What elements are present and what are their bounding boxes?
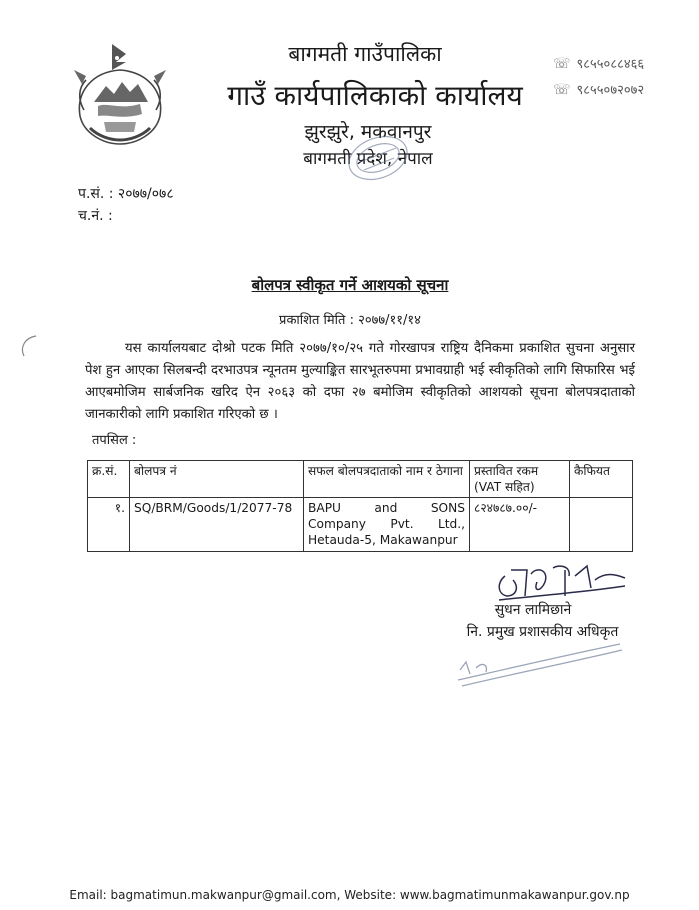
cell-bidder: BAPU and SONS Company Pvt. Ltd., Hetauda-5, Makawanpur [304, 498, 470, 552]
signer-title: नि. प्रमुख प्रशासकीय अधिकृत [466, 624, 619, 640]
phone-number-text: ९८५५०८८४६६ [576, 57, 645, 72]
col-header-remarks: कैफियत [570, 461, 633, 498]
notice-body: यस कार्यालयबाट दोश्रो पटक मिति २०७७/१०/२५ गते गोरखापत्र राष्ट्रिय दैनिकमा प्रकाशित सुचना अनुसार पेश हुन आएका सिलबन्दी दरभाउपत्र न्यूनतम मुल्याङ्कित सारभूतरुपमा प्रभावग्राही भई स्वीकृतिको लागि सिफारिस भई आएबमोजिम सार्बजनिक खरिद ऐन २०६३ को दफा २७ बमोजिम स्वीकृतिको आशयको सूचना बोलपत्रदाताको जानकारीको लागि प्रकाशित गरिएको छ । [85, 341, 635, 422]
publication-date: प्रकाशित मिति : २०७७/११/१४ [279, 313, 421, 328]
table-header-row [88, 461, 633, 498]
notice-title: बोलपत्र स्वीकृत गर्ने आशयको सूचना [251, 276, 449, 294]
phone-number-1 [553, 54, 644, 72]
col-header-serial: क्र.सं. [88, 461, 130, 498]
municipality-name: बागमती गाउँपालिका [288, 42, 442, 66]
letter-number: प.सं. : २०७७/०७८ [78, 186, 174, 202]
details-label: तपसिल : [92, 433, 137, 448]
cell-bid-number: SQ/BRM/Goods/1/2077-78 [130, 498, 304, 552]
phone-icon: ☏ [553, 56, 571, 72]
table-row [88, 498, 633, 552]
designation-seal [452, 640, 627, 690]
col-header-bid-number: बोलपत्र नं [130, 461, 304, 498]
cell-serial: १. [88, 498, 130, 552]
dispatch-number: च.नं. : [78, 208, 113, 224]
footer-contact: Email: bagmatimun.makwanpur@gmail.com, Website: www.bagmatimunmakawanpur.gov.np [69, 888, 630, 902]
punch-hole-mark [18, 334, 40, 360]
signer-name: सुधन लामिछाने [494, 602, 572, 618]
cell-remarks [570, 498, 633, 552]
col-header-bidder: सफल बोलपत्रदाताको नाम र ठेगाना [304, 461, 470, 498]
bid-award-table [87, 460, 633, 552]
office-address: झुरझुरे, मकवानपुर [304, 121, 432, 143]
nepal-emblem-icon [64, 40, 176, 148]
cell-amount: ८२४७८७.००/- [470, 498, 570, 552]
phone-number-text: ९८५५०७२०७२ [576, 83, 645, 98]
col-header-amount: प्रस्तावित रकम (VAT सहित) [470, 461, 570, 498]
phone-number-2 [553, 80, 644, 98]
office-province: बागमती प्रदेश, नेपाल [303, 149, 433, 169]
phone-icon: ☏ [553, 82, 571, 98]
office-stamp [334, 132, 422, 184]
office-title: गाउँ कार्यपालिकाको कार्यालय [227, 79, 523, 112]
